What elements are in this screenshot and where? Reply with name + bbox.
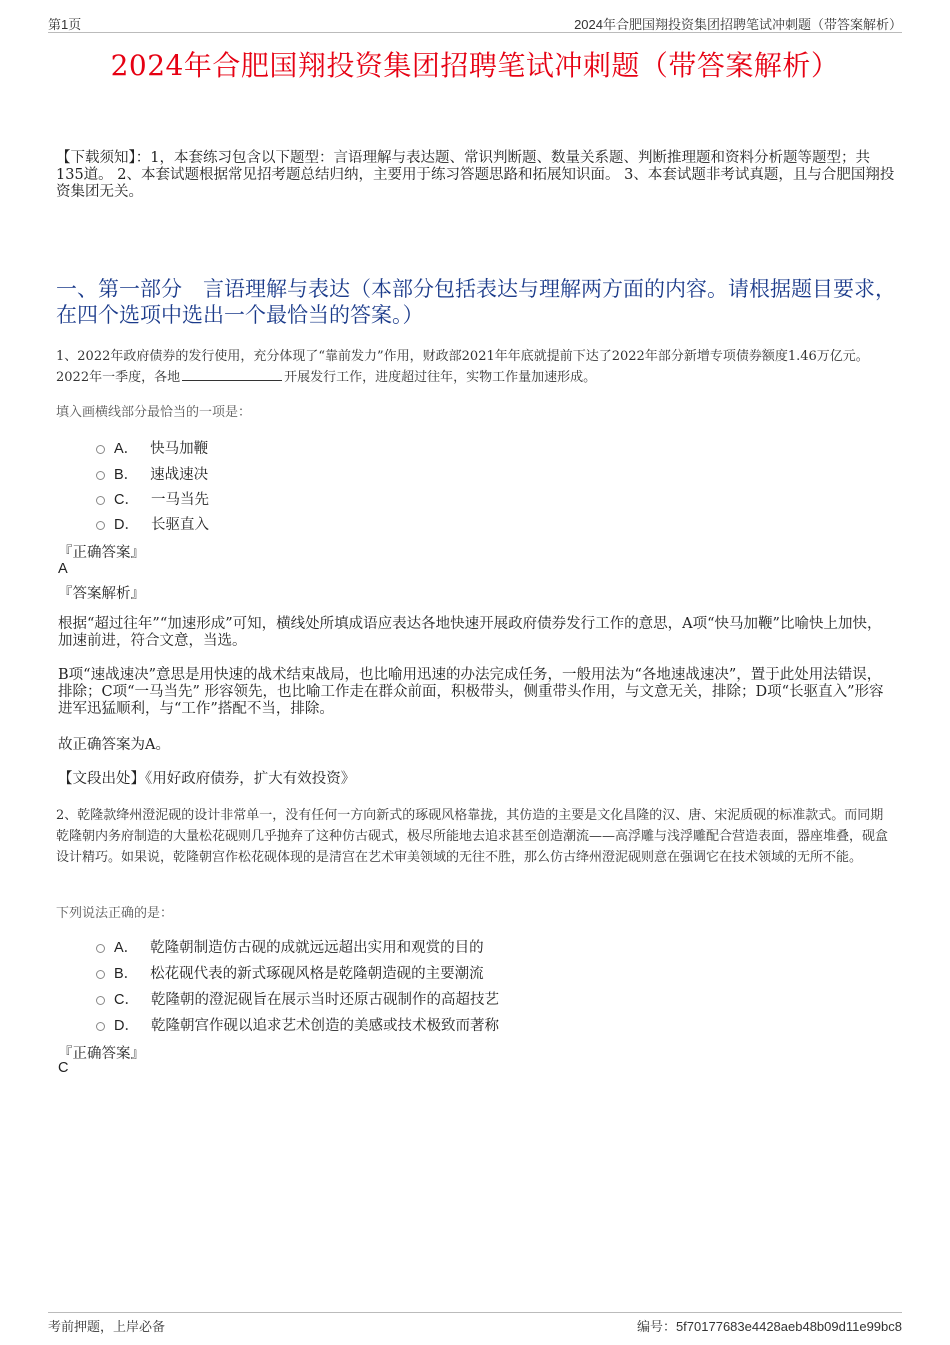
q1-option-b[interactable]: B． 速战速决 — [96, 463, 208, 484]
radio-icon[interactable] — [96, 996, 105, 1005]
header-doc-title: 2024年合肥国翔投资集团招聘笔试冲刺题（带答案解析） — [574, 17, 902, 32]
q1-analysis-p1: 根据“超过往年”“加速形成”可知，横线处所填成语应表达各地快速开展政府债券发行工作的意思，A项“快马加鞭”比喻快上加快，加速前进，符合文意，当选。 — [58, 616, 882, 649]
footer-doc-id: 编号：5f70177683e4428aeb48b09d11e99bc8 — [636, 1319, 902, 1334]
q2-option-d[interactable]: D． 乾隆朝宫作砚以追求艺术创造的美感或技术极致而著称 — [96, 1014, 499, 1035]
radio-icon[interactable] — [96, 521, 105, 530]
q1-option-a[interactable]: A． 快马加鞭 — [96, 437, 208, 458]
q1-answer: A — [58, 561, 68, 577]
q1-blank — [182, 368, 282, 381]
radio-icon[interactable] — [96, 471, 105, 480]
q1-text-line1: 1、2022年政府债券的发行使用，充分体现了“靠前发力”作用，财政部2021年年底就提前下达了2022年部分新增专项债券额度1.46万亿元。 — [56, 349, 869, 364]
header-divider — [48, 32, 902, 33]
q2-answer: C — [58, 1060, 69, 1076]
q1-analysis-label: 『答案解析』 — [58, 586, 145, 602]
radio-icon[interactable] — [96, 496, 105, 505]
download-notice: 【下载须知】：1，本套练习包含以下题型：言语理解与表达题、常识判断题、数量关系题、判断推理题和资料分析题等题型；共135道。 2、本套试题根据常见招考题总结归纳，主要用于练习答题思路和拓展知识面。 3、本套试题非考试真题，且与合肥国翔投资集团无关。 — [56, 150, 895, 200]
radio-icon[interactable] — [96, 970, 105, 979]
q1-correct-answer-label: 『正确答案』 — [58, 545, 145, 561]
section-title: 一、第一部分 言语理解与表达（本部分包括表达与理解两方面的内容。请根据题目要求，在四个选项中选出一个最恰当的答案。） — [56, 277, 896, 327]
radio-icon[interactable] — [96, 1022, 105, 1031]
footer-divider — [48, 1312, 902, 1313]
q1-text — [56, 346, 896, 388]
q1-analysis-p2: B项“速战速决”意思是用快速的战术结束战局，也比喻用迅速的办法完成任务，一般用法为“各地速战速决”，置于此处用法错误，排除；C项“一马当先” 形容领先，也比喻工作走在群众前面，积极带头，侧重带头作用，与文意无关，排除；D项“长驱直入”形容进军迅猛顺利，与“工作”搭配不当，排除。 — [58, 667, 884, 717]
q2-correct-answer-label: 『正确答案』 — [58, 1046, 145, 1062]
q1-source: 【文段出处】《用好政府债券，扩大有效投资》 — [58, 771, 356, 787]
q2-prompt: 下列说法正确的是： — [56, 906, 174, 921]
q1-text-line2: 2022年一季度，各地 开展发行工作，进度超过往年，实物工作量加速形成。 — [56, 370, 597, 385]
footer-slogan: 考前押题，上岸必备 — [48, 1320, 166, 1335]
q1-prompt: 填入画横线部分最恰当的一项是： — [56, 405, 252, 420]
q2-option-a[interactable]: A． 乾隆朝制造仿古砚的成就远远超出实用和观赏的目的 — [96, 936, 484, 957]
q2-option-b[interactable]: B． 松花砚代表的新式琢砚风格是乾隆朝造砚的主要潮流 — [96, 962, 484, 983]
q1-analysis-p3: 故正确答案为A。 — [58, 737, 170, 753]
q2-option-c[interactable]: C． 乾隆朝的澄泥砚旨在展示当时还原古砚制作的高超技艺 — [96, 988, 499, 1009]
q2-text: 2、乾隆款绛州澄泥砚的设计非常单一，没有任何一方向新式的琢砚风格靠拢，其仿造的主要是文化昌隆的汉、唐、宋泥质砚的标准款式。而同期乾隆朝内务府制造的大量松花砚则几乎抛弃了这种仿古砚式，极尽所能地去追求甚至创造潮流——高浮雕与浅浮雕配合营造表面，器座堆叠，砚盒设计精巧。如果说，乾隆朝宫作松花砚体现的是清宫在艺术审美领域的无往不胜，那么仿古绛州澄泥砚则意在强调它在技术领域的无所不能。 — [56, 808, 889, 865]
q1-option-d[interactable]: D． 长驱直入 — [96, 513, 209, 534]
radio-icon[interactable] — [96, 944, 105, 953]
q1-option-c[interactable]: C． 一马当先 — [96, 488, 209, 509]
radio-icon[interactable] — [96, 445, 105, 454]
header-page-number: 第1页 — [48, 17, 82, 32]
page-title: 2024年合肥国翔投资集团招聘笔试冲刺题（带答案解析） — [110, 49, 840, 82]
